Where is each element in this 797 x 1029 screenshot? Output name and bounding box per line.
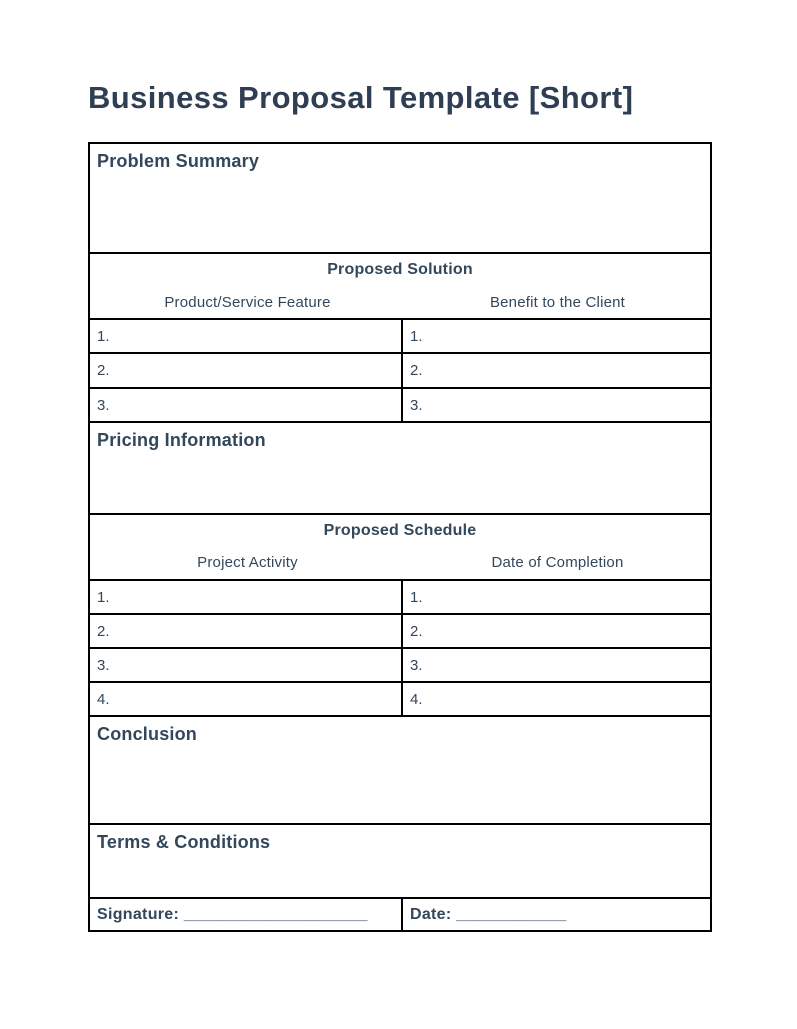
conclusion-label: Conclusion — [97, 724, 197, 744]
solution-column-right-header: Benefit to the Client — [489, 293, 626, 311]
schedule-row-4 — [90, 681, 710, 715]
schedule-activity-cell-3[interactable]: 3. — [90, 649, 403, 681]
problem-summary-label: Problem Summary — [97, 151, 260, 171]
schedule-date-cell-2[interactable]: 2. — [410, 622, 423, 640]
proposal-table — [88, 142, 712, 932]
solution-row-1 — [90, 318, 710, 352]
schedule-activity-cell-4[interactable]: 4. — [90, 683, 403, 715]
schedule-column-right-header: Date of Completion — [491, 554, 624, 571]
proposed-solution-header: Proposed Solution — [327, 261, 473, 278]
solution-feature-cell-1[interactable]: 1. — [90, 320, 403, 352]
schedule-row-1 — [90, 579, 710, 613]
conclusion-row — [90, 715, 710, 823]
schedule-row-2 — [90, 613, 710, 647]
solution-row-2 — [90, 352, 710, 387]
signature-line: Signature: ____________________ — [97, 905, 368, 923]
schedule-date-cell-1[interactable]: 1. — [410, 588, 423, 606]
solution-benefit-cell-2[interactable]: 2. — [410, 362, 423, 379]
page-title: Business Proposal Template [Short] — [88, 80, 634, 115]
conclusion-cell[interactable] — [90, 717, 710, 823]
schedule-activity-cell-2[interactable]: 2. — [90, 615, 403, 647]
schedule-activity-cell-1[interactable]: 1. — [90, 581, 403, 613]
terms-row — [90, 823, 710, 897]
schedule-date-cell-3[interactable]: 3. — [410, 656, 423, 674]
proposed-schedule-header-row — [90, 513, 710, 546]
schedule-column-header-row — [90, 546, 710, 579]
solution-column-header-row — [90, 286, 710, 318]
solution-feature-cell-3[interactable]: 3. — [90, 389, 403, 421]
solution-benefit-cell-3[interactable]: 3. — [410, 396, 423, 414]
schedule-column-left-header: Project Activity — [197, 554, 298, 571]
schedule-date-cell-4[interactable]: 4. — [410, 690, 423, 708]
pricing-information-cell[interactable] — [90, 423, 710, 513]
terms-label: Terms & Conditions — [97, 832, 271, 852]
problem-summary-row — [90, 144, 710, 252]
schedule-row-3 — [90, 647, 710, 681]
solution-feature-cell-2[interactable]: 2. — [90, 354, 403, 387]
solution-row-3 — [90, 387, 710, 421]
signature-date-row — [90, 897, 710, 930]
solution-column-left-header: Product/Service Feature — [164, 293, 331, 311]
proposed-solution-header-row — [90, 252, 710, 286]
signature-cell[interactable] — [90, 899, 403, 930]
terms-cell[interactable] — [90, 825, 710, 897]
pricing-information-label: Pricing Information — [97, 430, 266, 450]
date-cell[interactable] — [403, 899, 710, 930]
problem-summary-cell[interactable] — [90, 144, 710, 252]
date-line: Date: ____________ — [410, 905, 567, 923]
pricing-information-row — [90, 421, 710, 513]
solution-benefit-cell-1[interactable]: 1. — [410, 327, 423, 345]
proposed-schedule-header: Proposed Schedule — [323, 521, 477, 539]
